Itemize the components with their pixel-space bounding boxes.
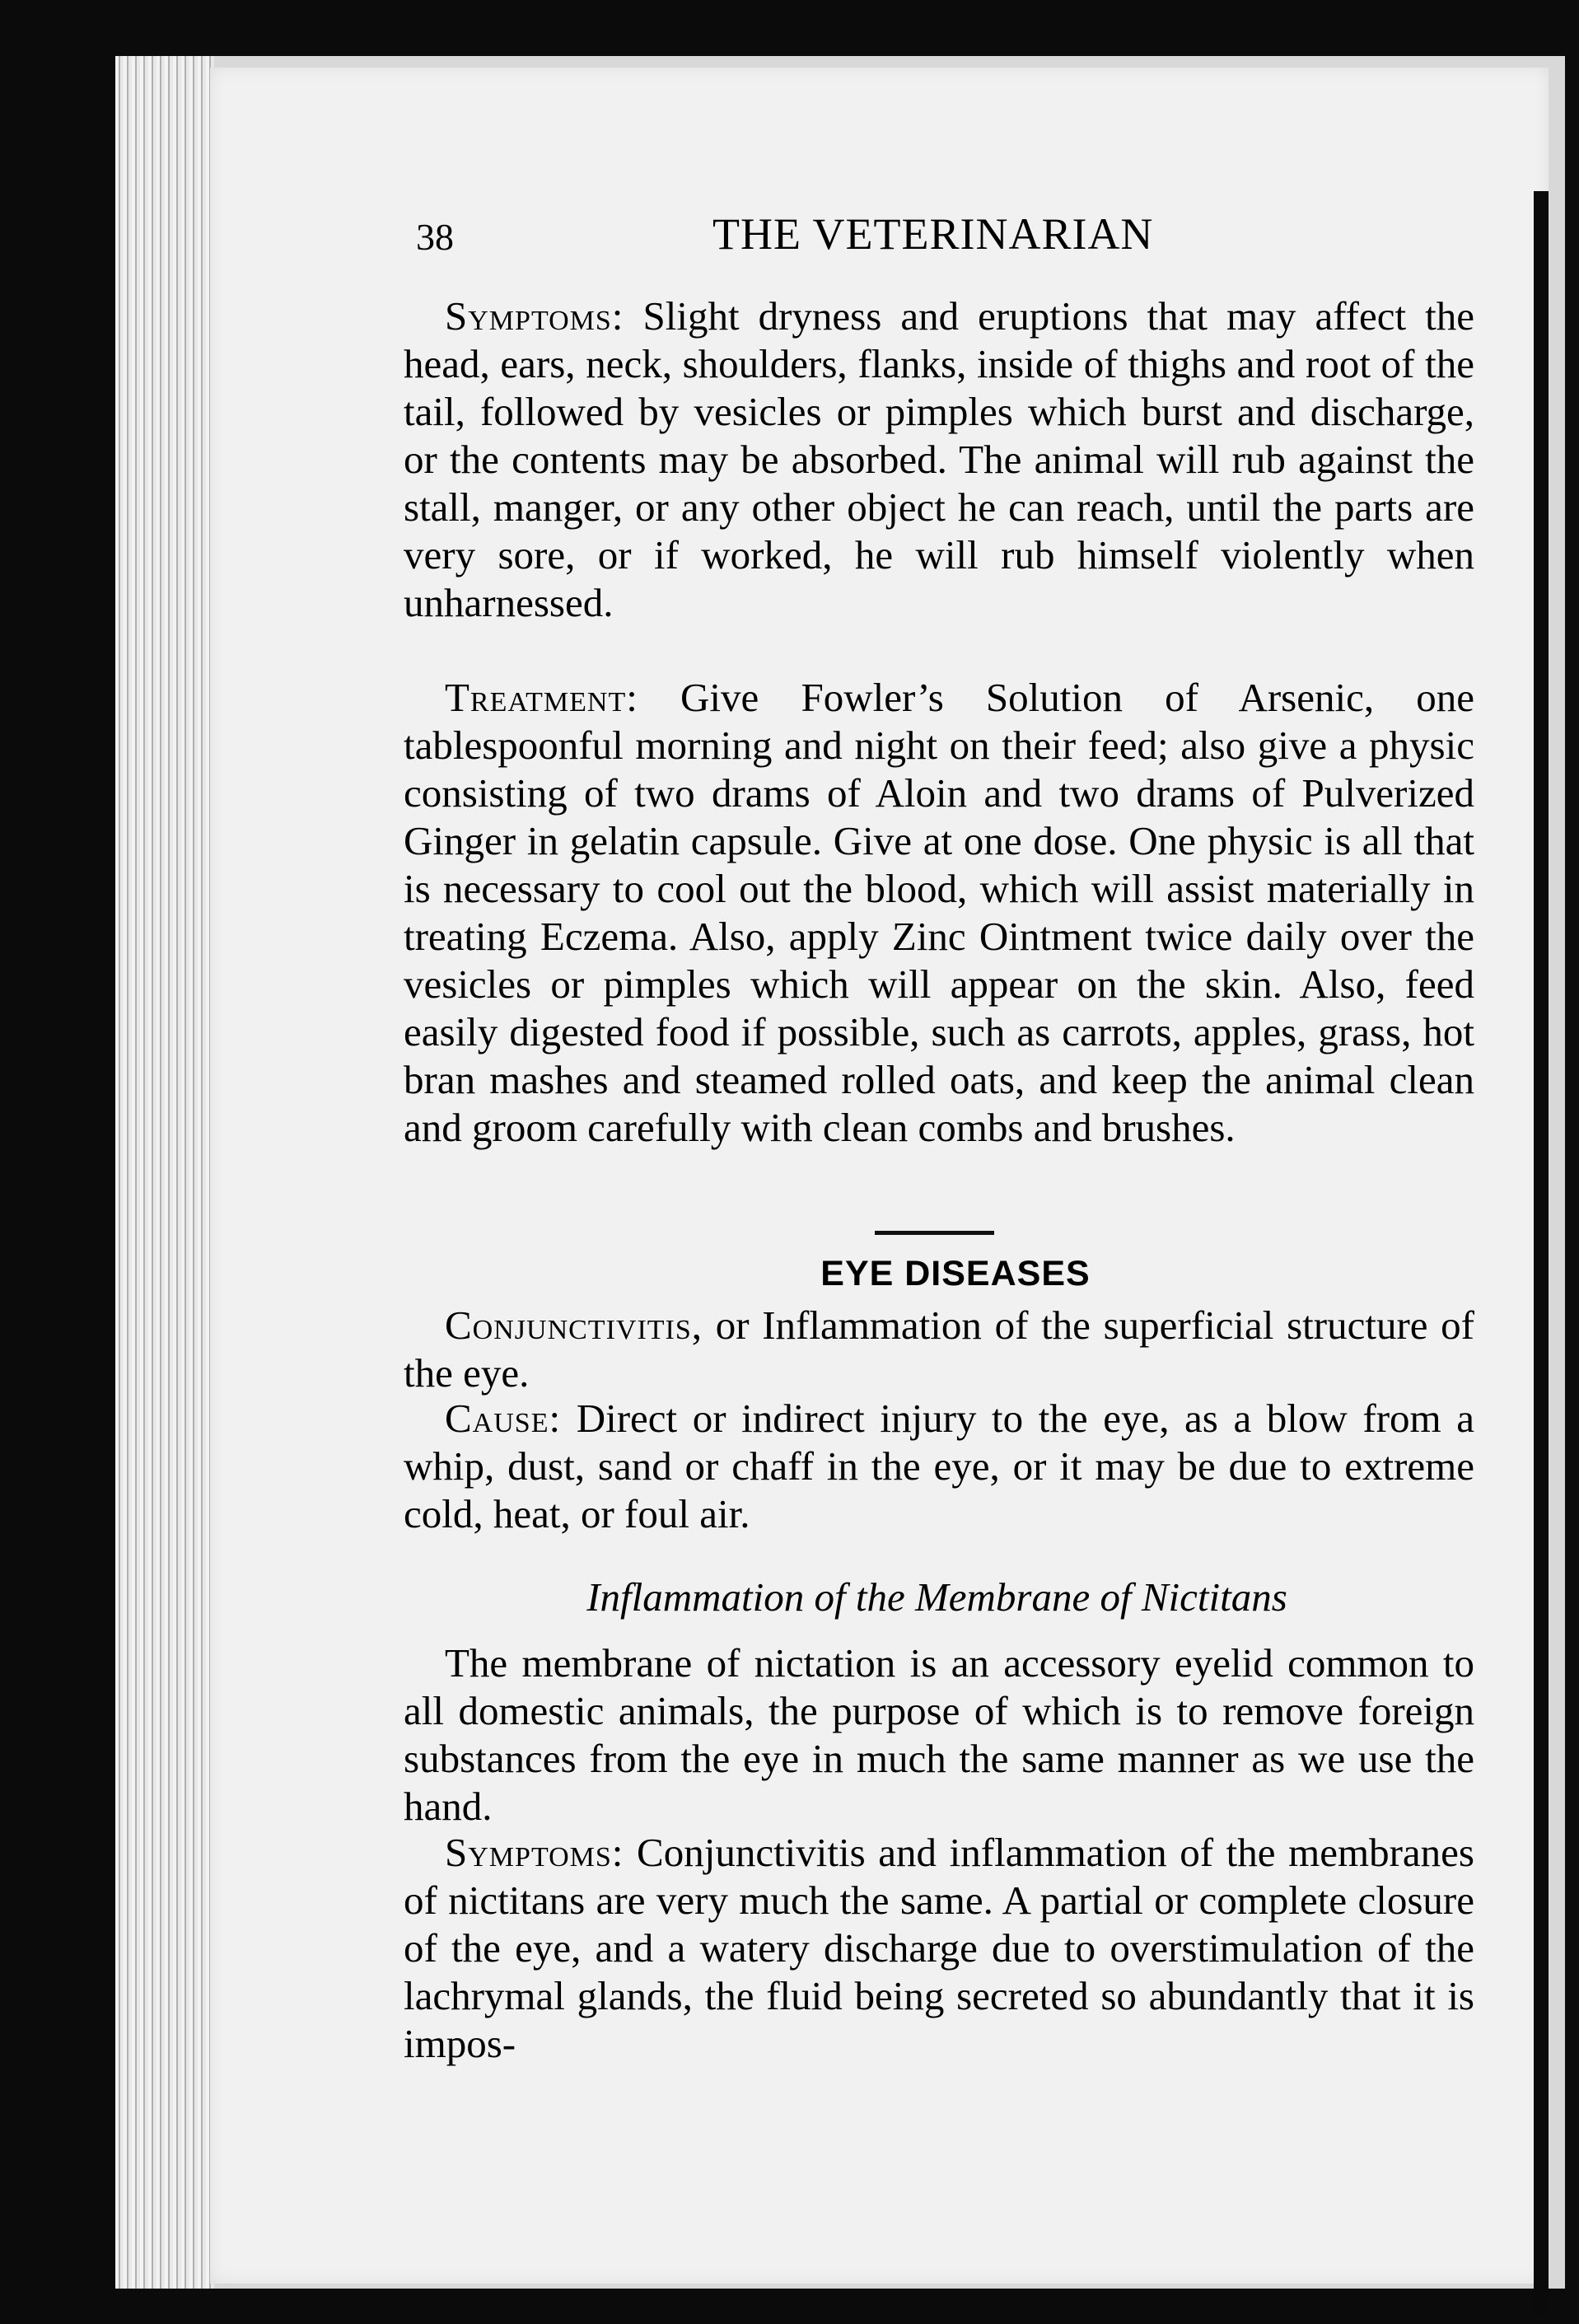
conjunctivitis-label: Conjunctivitis, [445, 1302, 703, 1348]
book-gutter-shadow [1534, 191, 1549, 2317]
eye-symptoms-body-text: Conjunctivitis and inflammation of the membranes of nictitans are very much the same. A partial or complete closure of the eye, and a watery discharge due to overstimulation of the lachrymal glands, the fluid being secreted so abundantly that it is impos- [404, 1830, 1474, 2066]
nictation-body-text: The membrane of nictation is an accessory eyelid common to all domestic animals, the purpose of which is to remove foreign substances from the eye in much the same manner as we use the hand. [404, 1640, 1474, 1829]
conjunctivitis-body-text: or Inflammation of the superficial structure of the eye. [404, 1302, 1474, 1396]
section-separator-rule [875, 1231, 994, 1235]
eye-symptoms-label: Symptoms: [445, 1830, 624, 1875]
nictitans-subheading: Inflammation of the Membrane of Nictitans [586, 1574, 1287, 1620]
treatment-label: Treatment: [445, 675, 638, 720]
cause-body-text: Direct or indirect injury to the eye, as a blow from a whip, dust, sand or chaff in the eye, or it may be due to extreme cold, heat, or foul air. [404, 1396, 1474, 1536]
page-header [416, 208, 1252, 266]
nictation-paragraph [404, 1639, 1474, 1831]
cause-label: Cause: [445, 1396, 562, 1441]
symptoms-body-text: Slight dryness and eruptions that may affect the head, ears, neck, shoulders, flanks, inside of thighs and root of the tail, followed by vesicles or pimples which burst and discharge, or the contents may be absorbed. The animal will rub against the stall, manger, or any other object he can reach, until the parts are very sore, or if worked, he will rub himself violently when unharnessed. [404, 293, 1474, 625]
page-number: 38 [416, 216, 454, 258]
conjunctivitis-paragraph [404, 1302, 1474, 1397]
running-title: THE VETERINARIAN [712, 209, 1154, 259]
eye-symptoms-paragraph [404, 1829, 1474, 2068]
symptoms-label: Symptoms: [445, 293, 624, 339]
eye-diseases-heading: EYE DISEASES [820, 1254, 1091, 1293]
treatment-body-text: Give Fowler’s Solution of Arsenic, one tablespoonful morning and night on their feed; also give a physic consisting of two drams of Aloin and two drams of Pulverized Ginger in gelatin capsule. Give at one dose. One physic is all that is necessary to cool out the blood, which will assist materially in treating Eczema. Also, apply Zinc Ointment twice daily over the vesicles or pimples which will appear on the skin. Also, feed easily digested food if possible, such as carrots, apples, grass, hot bran mashes and steamed rolled oats, and keep the animal clean and groom carefully with clean combs and brushes. [404, 675, 1474, 1150]
symptoms-paragraph [404, 292, 1474, 627]
treatment-paragraph [404, 674, 1474, 1152]
cause-paragraph [404, 1395, 1474, 1538]
